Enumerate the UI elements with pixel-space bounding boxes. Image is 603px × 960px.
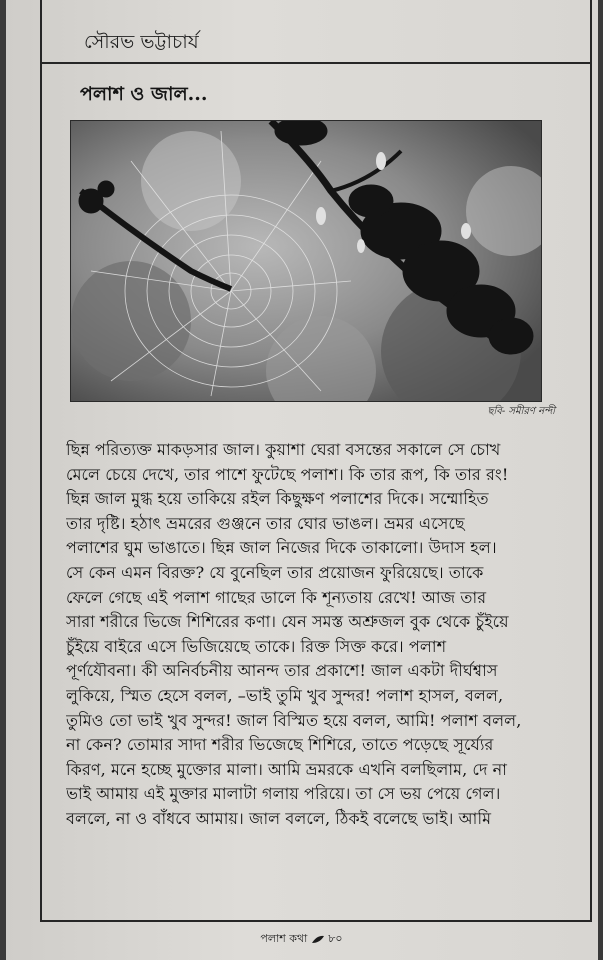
body-line: সে কেন এমন বিরক্ত? যে বুনেছিল তার প্রয়োজন ফুরিয়েছে। তাকে: [66, 562, 484, 582]
photo-credit: ছবি- সমীরণ নন্দী: [487, 406, 555, 417]
body-line: ভাই আমায় এই মুক্তার মালাটা গলায় পরিয়ে। তা সে ভয় পেয়ে গেল।: [66, 784, 501, 804]
body-line: বললে, না ও বাঁধবে আমায়। জাল বললে, ঠিকই বলেছে ভাই। আমি: [66, 808, 492, 828]
body-line: কিরণ, মনে হচ্ছে মুক্তোর মালা। আমি ভ্রমরকে এখনি বলছিলাম, দে না: [66, 759, 507, 779]
body-line: তার দৃষ্টি। হঠাৎ ভ্রমরের গুঞ্জনে তার ঘোর ভাঙল। ভ্রমর এসেছে: [66, 513, 465, 533]
page-number: ৮০: [328, 932, 343, 945]
header-rule: [40, 62, 592, 64]
body-line: ছিন্ন জাল মুগ্ধ হয়ে তাকিয়ে রইল কিছুক্ষণ পলাশের দিকে। সম্মোহিত: [66, 489, 489, 509]
article-photo: [70, 120, 542, 402]
author-name: সৌরভ ভট্টাচার্য: [84, 31, 199, 53]
body-line: না কেন? তোমার সাদা শরীর ভিজেছে শিশিরে, তাতে পড়েছে সূর্য্যের: [66, 735, 494, 755]
body-line: চুঁইয়ে বাইরে এসে ভিজিয়েছে তাকে। রিক্ত সিক্ত করে। পলাশ: [66, 636, 447, 656]
book-title: পলাশ কথা: [260, 932, 308, 945]
body-line: সারা শরীরে ভিজে শিশিরের কণা। যেন সমস্ত অশ্রুজল বুক থেকে চুঁইয়ে: [66, 612, 509, 632]
body-line: পূর্ণযৌবনা। কী অনির্বচনীয় আনন্দ তার প্রকাশে! জাল একটা দীর্ঘশ্বাস: [66, 661, 498, 681]
body-line: মেলে চেয়ে দেখে, তার পাশে ফুটেছে পলাশ। কি তার রূপ, কি তার রং!: [66, 464, 509, 484]
cobweb-with-palash-branch-photo: [71, 121, 541, 401]
page-footer: [0, 930, 603, 949]
body-line: ফেলে গেছে এই পলাশ গাছের ডালে কি শূন্যতায় রেখে! আজ তার: [66, 587, 487, 607]
leaf-icon: [311, 935, 325, 944]
article-title: পলাশ ও জাল...: [80, 83, 208, 105]
body-line: ছিন্ন পরিত্যক্ত মাকড়সার জাল। কুয়াশা ঘেরা বসন্তের সকালে সে চোখ: [66, 440, 501, 459]
body-line: পলাশের ঘুম ভাঙাতে। ছিন্ন জাল নিজের দিকে তাকালো। উদাস হল।: [66, 538, 497, 558]
body-line: তুমিও তো ভাই খুব সুন্দর! জাল বিস্মিত হয়ে বলল, আমি! পলাশ বলল,: [66, 710, 522, 730]
body-line: লুকিয়ে, স্মিত হেসে বলল, –ভাই তুমি খুব সুন্দর! পলাশ হাসল, বলল,: [66, 685, 504, 705]
article-body: [66, 438, 546, 832]
